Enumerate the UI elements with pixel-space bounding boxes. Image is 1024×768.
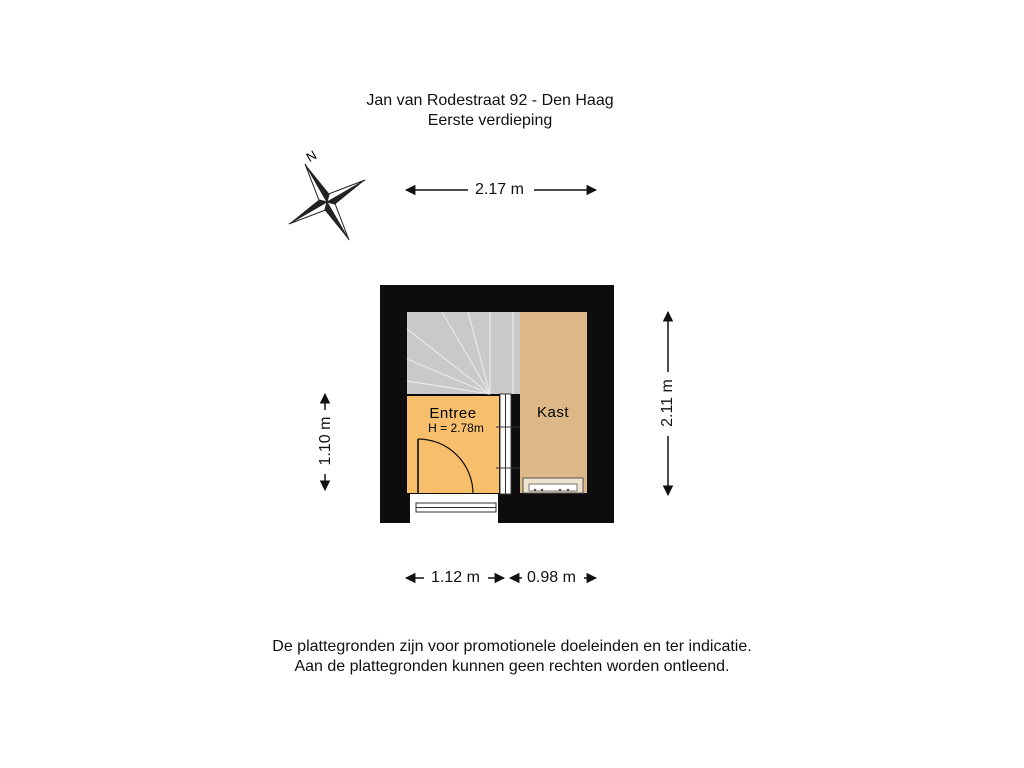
dimension-entree-depth: 1.10 m — [317, 416, 334, 466]
dimension-total-depth: 2.11 m — [659, 379, 676, 427]
floor-name: Eerste verdieping — [427, 112, 553, 129]
disclaimer-line-1: De plattegronden zijn voor promotionele doeleinden en ter indicatie. — [272, 638, 752, 655]
floor-plan — [380, 285, 614, 525]
room-kast — [520, 312, 587, 493]
property-address: Jan van Rodestraat 92 - Den Haag — [366, 92, 614, 109]
compass-north-label: N — [303, 147, 320, 165]
dimension-entree-width: 1.12 m — [431, 569, 480, 586]
dimension-kast-width: 0.98 m — [527, 569, 576, 586]
room-entree-name: Entree — [429, 405, 477, 422]
dimension-total-width: 2.17 m — [475, 181, 524, 198]
room-kast-name: Kast — [536, 404, 570, 421]
room-entree-height: H = 2.78m — [428, 421, 484, 435]
disclaimer-line-2: Aan de plattegronden kunnen geen rechten worden ontleend. — [294, 658, 730, 675]
